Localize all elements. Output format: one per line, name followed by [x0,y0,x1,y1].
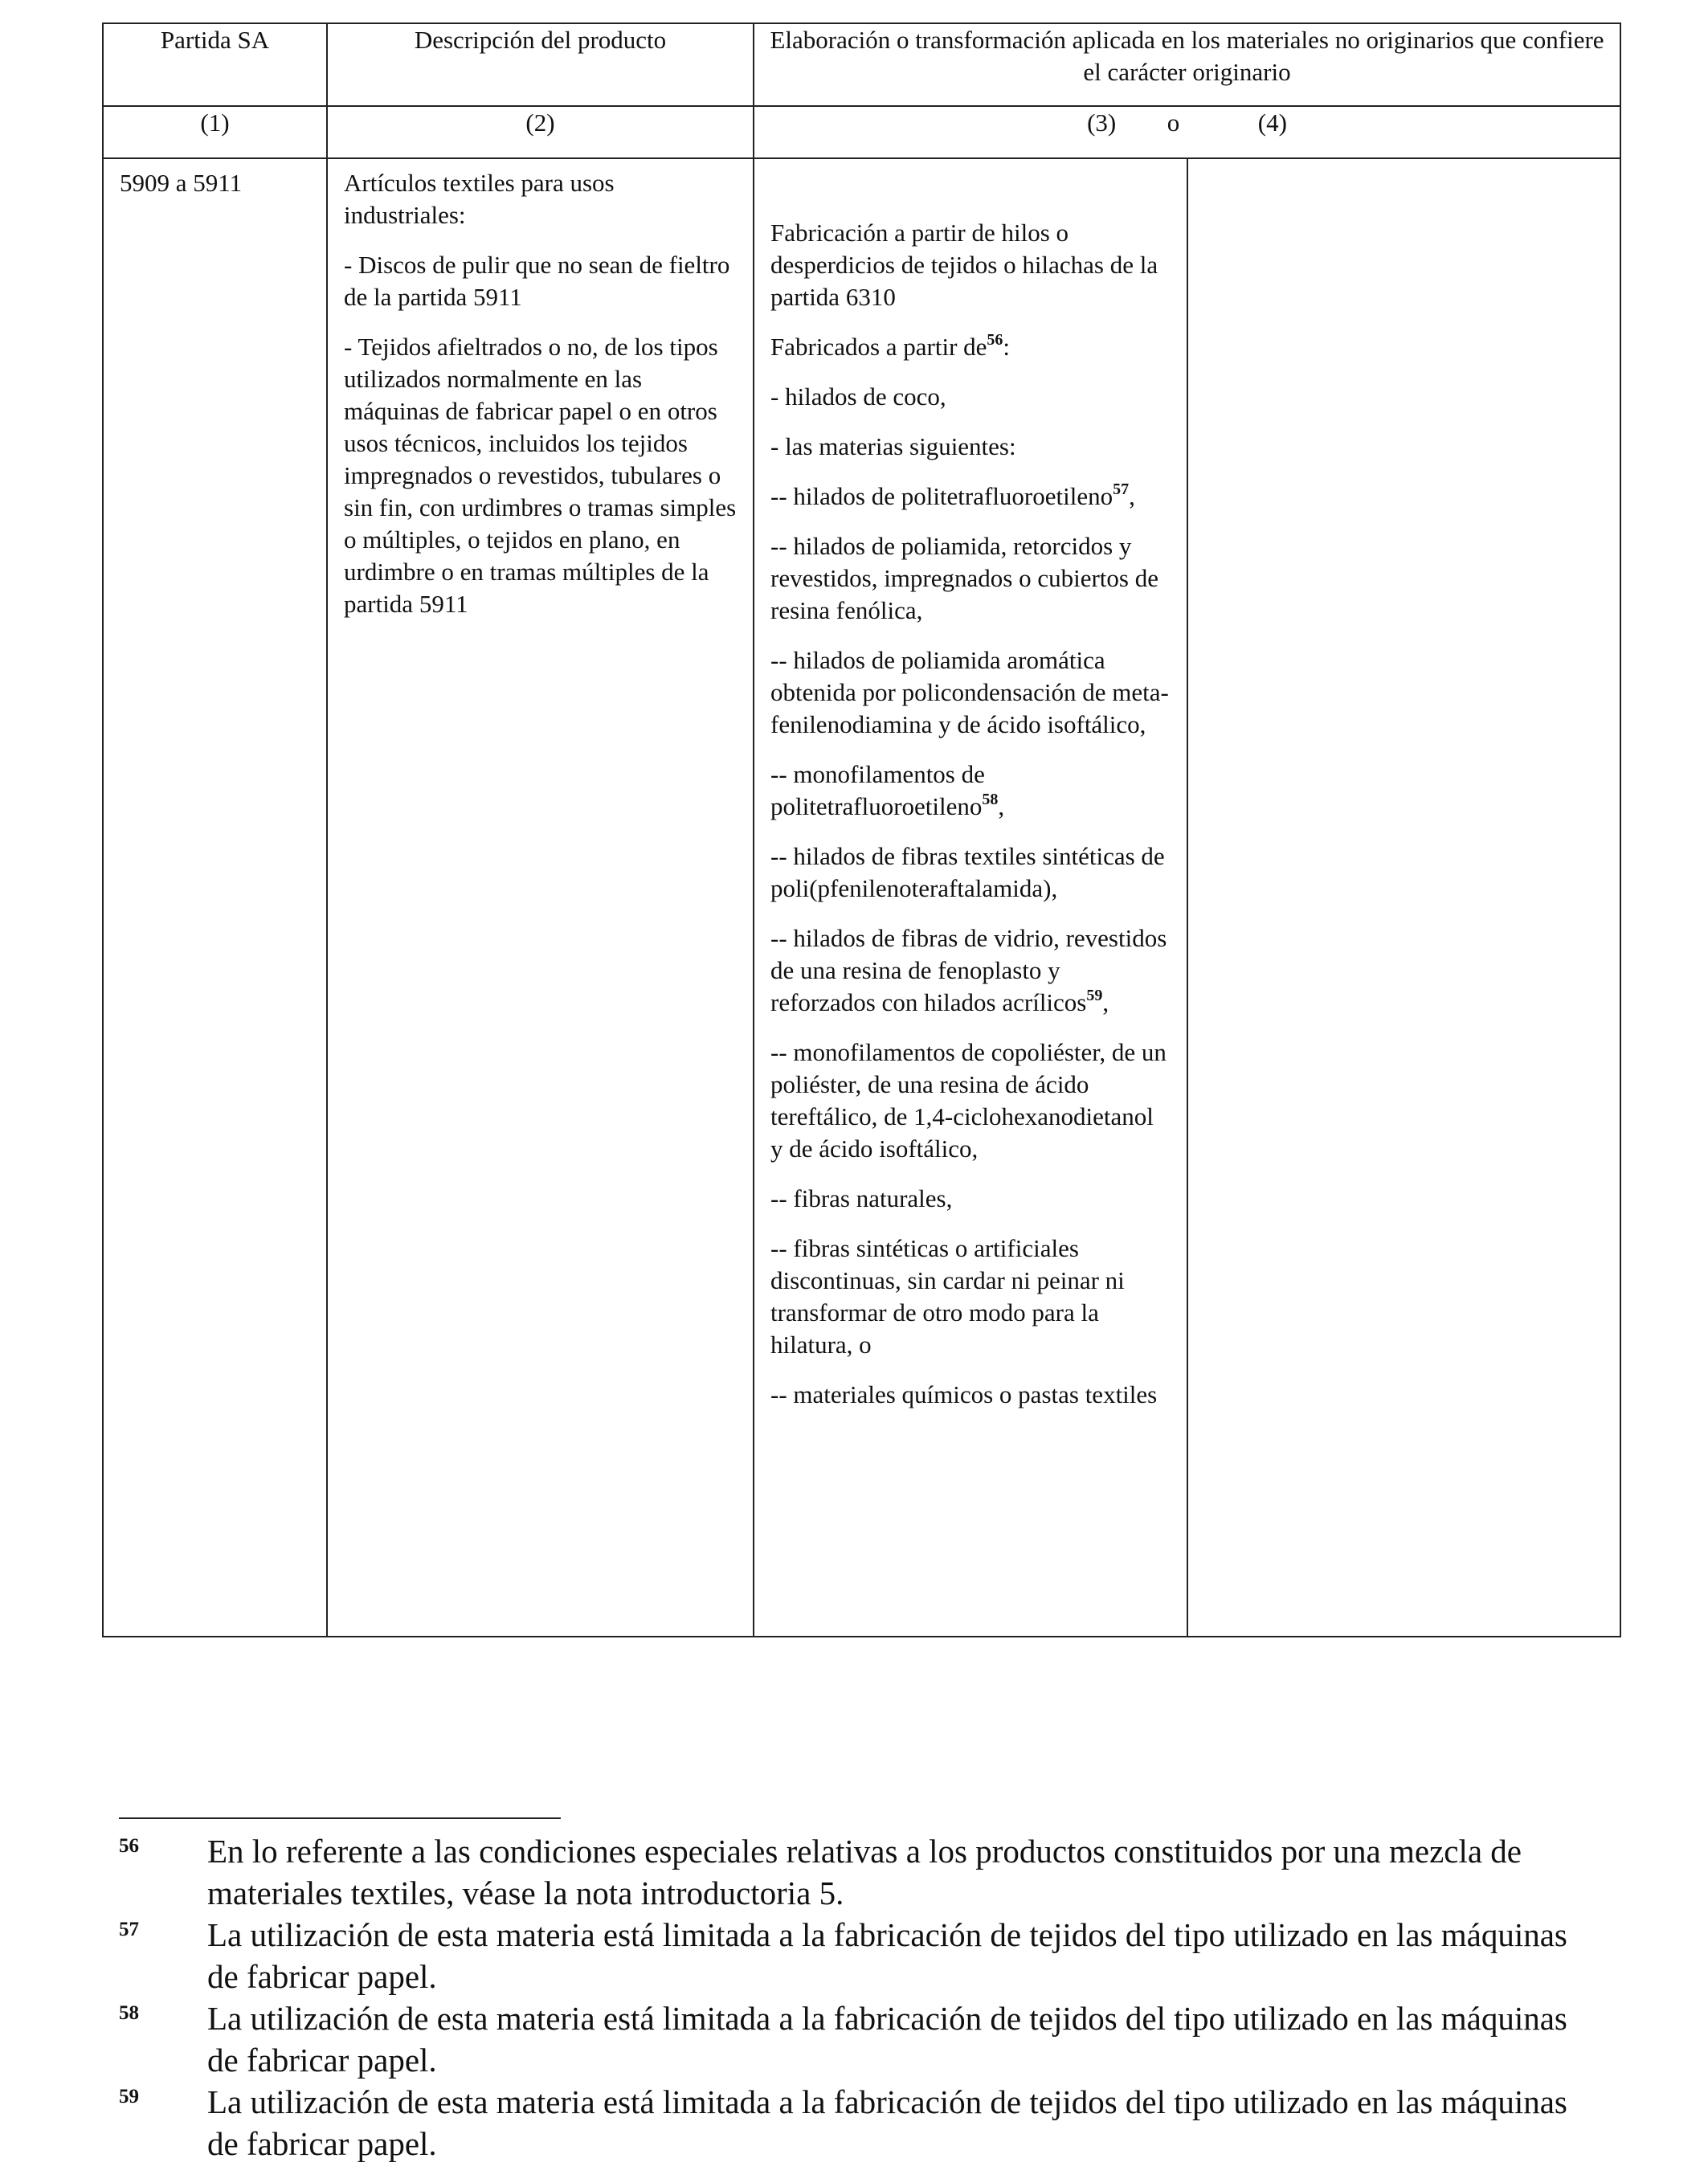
table-row [103,158,1620,1637]
footnote-text: En lo referente a las condiciones especiales relativas a los productos constituidos por una mezcla de materiales textiles, véase la nota introductoria 5. [207,1833,1522,1911]
column-number-3: (3) [1087,108,1117,137]
column-number-separator: o [1167,108,1180,137]
rule-fibras-naturales: -- fibras naturales, [770,1184,953,1212]
footnotes [119,1830,1605,2165]
column-number-row [103,106,1620,158]
footnote-ref-58: 58 [982,790,999,808]
footnote-mark: 56 [119,1835,139,1857]
rule-fibras-sinteticas-poli: -- hilados de fibras textiles sintéticas de poli(pfenilenoteraftalamida), [770,842,1165,902]
rule-fibras-vidrio: -- hilados de fibras de vidrio, revestidos de una resina de fenoplasto y reforzados con hilados acrílicos$^{59}$, [770,924,1167,1016]
footnote-ref-56: 56 [987,330,1003,349]
description-title: Artículos textiles para usos industriales: [344,169,615,229]
footnote-mark: 57 [119,1919,139,1940]
column-number-1: (1) [103,106,327,158]
footnote-text: La utilización de esta materia está limitada a la fabricación de tejidos del tipo utilizado en las máquinas de fabricar papel. [207,2083,1567,2162]
footnote-58 [119,1997,1605,2081]
footnote-separator [119,1817,561,1819]
rule-materiales-quimicos: -- materiales químicos o pastas textiles [770,1380,1158,1408]
header-elaboracion: Elaboración o transformación aplicada en los materiales no originarios que confiere el carácter originario [754,23,1620,106]
footnote-57 [119,1914,1605,1997]
footnote-mark: 59 [119,2086,139,2107]
column-number-4: (4) [1257,108,1287,137]
footnote-59 [119,2081,1605,2165]
rule-intro: Fabricados a partir $de^{56}$: [770,330,1011,361]
description-item-discos: - Discos de pulir que no sean de fieltro de la partida 5911 [344,251,730,311]
rule-hilados-coco: - hilados de coco, [770,382,946,411]
footnote-mark: 58 [119,2002,139,2024]
header-row [103,23,1620,106]
header-partida-sa: Partida SA [103,23,327,106]
footnote-ref-57: 57 [1113,480,1130,498]
rule-fabricacion-hilos: Fabricación a partir de hilos o desperdicios de tejidos o hilachas de la partida 6310 [770,219,1158,311]
rule-materias-siguientes: - las materias siguientes: [770,432,1016,460]
origin-rules-table [102,22,1621,1637]
description-item-tejidos: - Tejidos afieltrados o no, de los tipos utilizados normalmente en las máquinas de fabricar papel o en otros usos técnicos, incluidos los tejidos impregnados o revestidos, tubulares o sin fin, con urdimbres o tramas simples o múltiples, o tejidos en plano, en urdimbre o en tramas múltiples de la partida 5911 [344,333,737,618]
footnote-text: La utilización de esta materia está limitada a la fabricación de tejidos del tipo utilizado en las máquinas de fabricar papel. [207,2000,1567,2079]
rule-politetrafluoroetileno-hilados: -- hilados de politetrafluoroetileno$^{57}$, [770,480,1135,510]
cell-descripcion [327,158,754,1637]
column-number-2: (2) [327,106,754,158]
rule-fibras-discontinuas: -- fibras sintéticas o artificiales discontinuas, sin cardar ni peinar ni transformar de otro modo para la hilatura, o [770,1234,1125,1359]
column-number-3-4 [754,106,1620,158]
rule-copoliester: -- monofilamentos de copoliéster, de un poliéster, de una resina de ácido tereftálico, de 1,4-ciclohexanodietanol y de ácido isoftálico, [770,1038,1167,1163]
footnote-ref-59: 59 [1086,986,1103,1004]
partida-code: 5909 a 5911 [120,169,243,197]
footnote-text: La utilización de esta materia está limitada a la fabricación de tejidos del tipo utilizado en las máquinas de fabricar papel. [207,1916,1567,1995]
cell-columna-4 [1187,158,1620,1637]
cell-elaboracion [754,158,1187,1637]
rule-poliamida-aromatica: -- hilados de poliamida aromática obtenida por policondensación de meta-fenilenodiamina y de ácido isoftálico, [770,646,1169,738]
header-descripcion: Descripción del producto [327,23,754,106]
cell-partida [103,158,327,1637]
rule-politetrafluoroetileno-monofilamentos: -- monofilamentos de politetrafluoroetileno$^{58}$, [770,760,1005,820]
footnote-56 [119,1830,1605,1914]
rule-poliamida-retorcidos: -- hilados de poliamida, retorcidos y revestidos, impregnados o cubiertos de resina fenólica, [770,532,1158,624]
